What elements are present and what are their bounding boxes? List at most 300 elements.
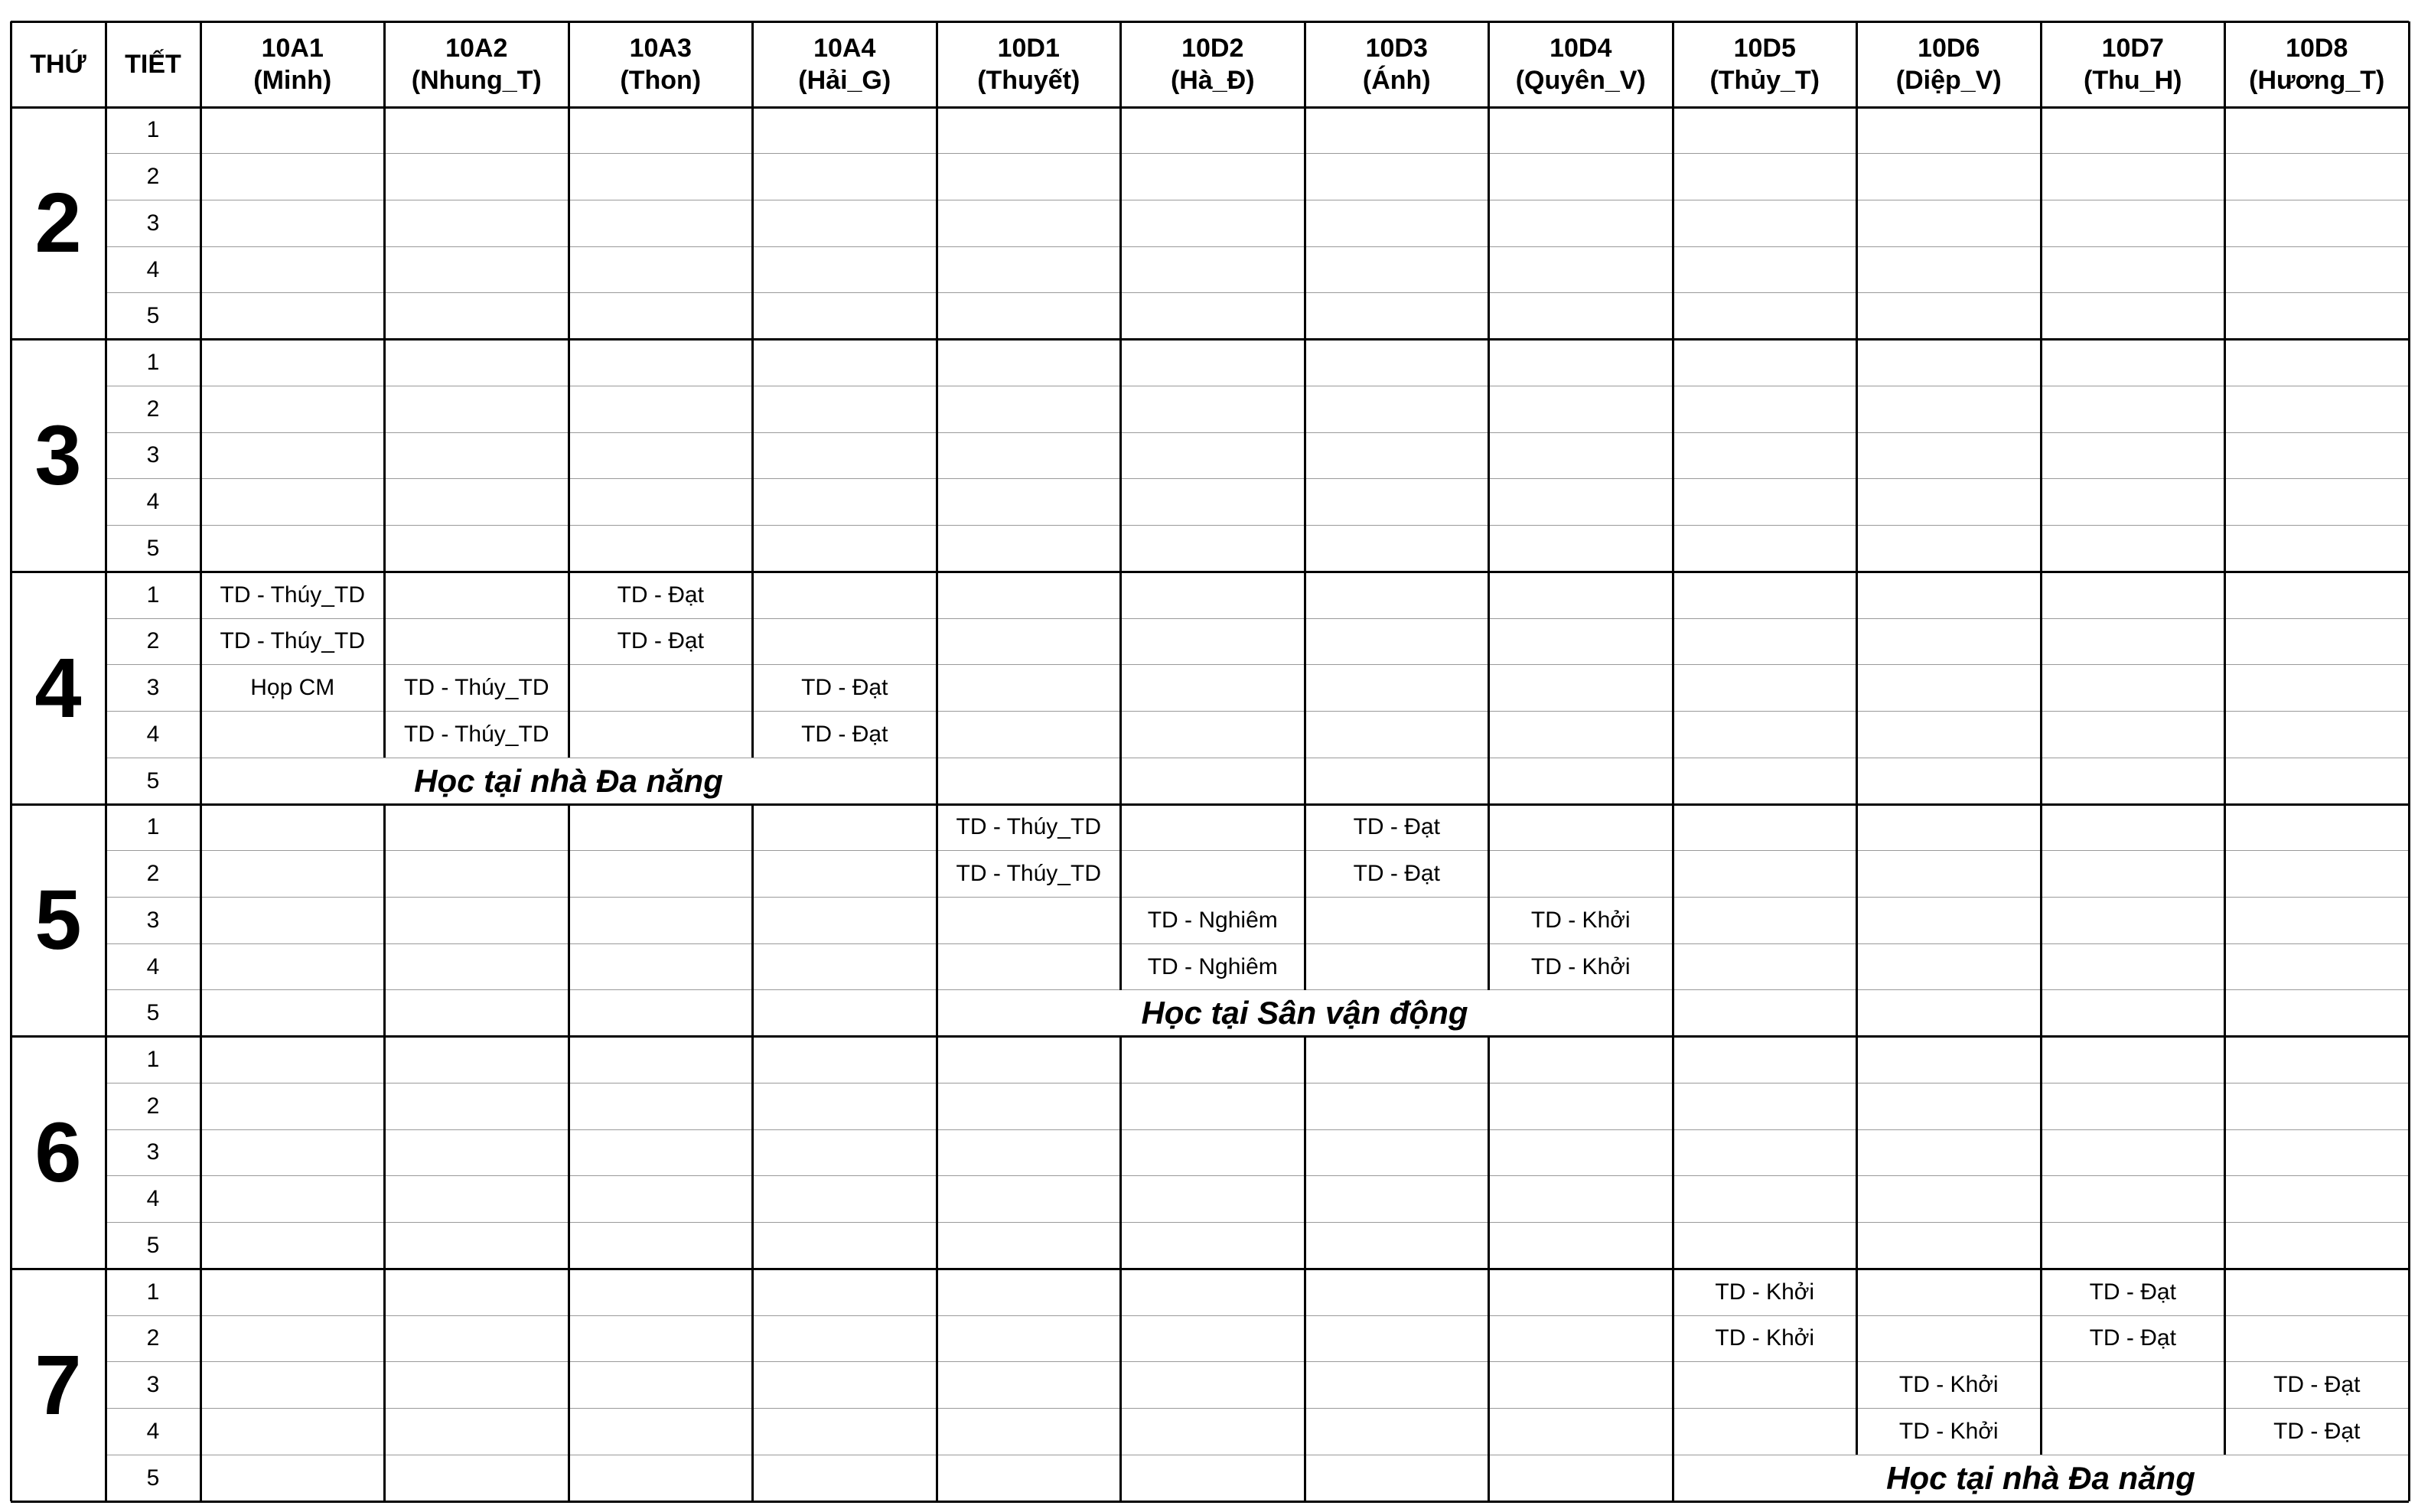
grid-line-vertical [2224,943,2226,990]
lesson-cell[interactable]: TD - Đạt [2089,1325,2176,1351]
grid-line-vertical [2040,851,2042,898]
period-number: 3 [146,675,160,701]
grid-line-vertical [751,479,754,526]
grid-line-vertical [2040,1223,2042,1269]
grid-line-vertical [1304,1409,1306,1455]
grid-line-vertical [1304,897,1306,943]
grid-line-vertical [1856,293,1858,340]
grid-line-vertical [936,804,938,851]
grid-line-vertical [1672,1455,1674,1501]
grid-line-vertical [2040,943,2042,990]
grid-line-vertical [568,526,570,572]
lesson-cell[interactable]: TD - Nghiêm [1147,907,1278,933]
period-number: 2 [146,396,160,422]
grid-line-vertical [1488,479,1490,526]
grid-line-vertical [1856,618,1858,665]
grid-line-vertical [1672,154,1674,200]
grid-line-vertical [1119,851,1122,898]
grid-line-vertical [2040,107,2042,154]
lesson-cell[interactable]: TD - Khởi [1715,1325,1815,1351]
grid-line-vertical [2224,432,2226,479]
grid-line-vertical [568,804,570,851]
grid-line-vertical [751,246,754,293]
lesson-cell[interactable]: TD - Đạt [617,582,704,608]
grid-line-vertical [1488,897,1490,943]
grid-line-vertical [751,21,754,107]
grid-line-vertical [1856,1223,1858,1269]
grid-line-vertical [1856,943,1858,990]
grid-line-vertical [1672,1083,1674,1129]
grid-line-vertical [936,1176,938,1223]
grid-line-vertical [568,1269,570,1315]
grid-line-minor [106,1129,2409,1130]
period-number: 5 [146,1000,160,1026]
grid-line-vertical [1119,200,1122,246]
day-number: 2 [34,176,82,271]
period-number: 2 [146,164,160,190]
grid-line-vertical [936,154,938,200]
period-number: 1 [146,350,160,376]
grid-line-vertical [936,432,938,479]
grid-line-vertical [1304,200,1306,246]
grid-line-vertical [1488,293,1490,340]
grid-line-vertical [1672,572,1674,618]
grid-line-vertical [2040,526,2042,572]
grid-line-vertical [1119,1083,1122,1129]
grid-line-major [11,803,2409,806]
lesson-cell[interactable]: TD - Khởi [1530,907,1631,933]
grid-line-vertical [936,851,938,898]
grid-line-vertical [1304,340,1306,386]
class-header-10d6 [1857,21,2042,107]
class-code: 10D1 [997,34,1060,63]
grid-line-vertical [1119,107,1122,154]
class-code: 10D2 [1181,34,1244,63]
grid-line-vertical [383,293,386,340]
period-number: 1 [146,582,160,608]
grid-line-vertical [751,665,754,712]
grid-line-vertical [2224,1362,2226,1409]
class-teacher: (Thu_H) [2084,66,2182,95]
lesson-cell[interactable]: TD - Đạt [1353,814,1440,840]
grid-line-vertical [1119,432,1122,479]
grid-line-vertical [1119,712,1122,758]
grid-line-vertical [1856,107,1858,154]
grid-line-vertical [1488,340,1490,386]
grid-line-vertical [1672,712,1674,758]
grid-line-vertical [383,154,386,200]
grid-line-vertical [1119,897,1122,943]
grid-line-vertical [2224,572,2226,618]
grid-line-vertical [2224,758,2226,804]
period-number: 1 [146,1047,160,1073]
grid-line-vertical [1488,432,1490,479]
grid-line-vertical [1856,1362,1858,1409]
grid-line-vertical [1119,479,1122,526]
grid-line-vertical [1119,1129,1122,1176]
grid-line-vertical [751,897,754,943]
grid-line-vertical [1672,1223,1674,1269]
grid-line-vertical [751,1223,754,1269]
lesson-cell[interactable]: TD - Khởi [1530,953,1631,979]
grid-line-vertical [1672,479,1674,526]
grid-line-vertical [936,293,938,340]
grid-line-vertical [2224,246,2226,293]
grid-line-vertical [2040,1269,2042,1315]
grid-line-vertical [1304,1176,1306,1223]
grid-line-vertical [751,1269,754,1315]
grid-line-vertical [1304,1315,1306,1362]
grid-line-vertical [1119,804,1122,851]
class-header-10d8 [2225,21,2410,107]
period-number: 5 [146,303,160,329]
grid-line-vertical [751,1409,754,1455]
grid-line-vertical [936,340,938,386]
grid-line-vertical [2224,479,2226,526]
venue-note: Học tại nhà Đa năng [1886,1459,2195,1496]
grid-line-vertical [1119,1176,1122,1223]
grid-line-vertical [1488,665,1490,712]
grid-line-vertical [2224,897,2226,943]
grid-line-vertical [1119,1223,1122,1269]
grid-line-vertical [2224,1176,2226,1223]
grid-line-vertical [1488,1037,1490,1083]
lesson-cell[interactable]: TD - Đạt [2273,1372,2361,1398]
grid-line-vertical [2040,1176,2042,1223]
class-code: 10D5 [1733,34,1796,63]
grid-line-vertical [1304,1362,1306,1409]
grid-line-vertical [1672,21,1674,107]
period-number: 4 [146,1186,160,1212]
grid-line-vertical [751,386,754,432]
grid-line-vertical [383,107,386,154]
grid-line-vertical [751,1083,754,1129]
grid-line-vertical [1856,665,1858,712]
grid-line-vertical [2224,804,2226,851]
header-period-label: TIẾT [125,50,181,79]
grid-line-vertical [1856,804,1858,851]
grid-line-vertical [1856,897,1858,943]
grid-line-vertical [383,665,386,712]
lesson-cell[interactable]: TD - Khởi [1715,1279,1815,1305]
grid-line-minor [106,1175,2409,1176]
class-teacher: (Hải_G) [798,66,891,95]
grid-line-vertical [383,1362,386,1409]
grid-line-vertical [936,1362,938,1409]
grid-line-vertical [2224,293,2226,340]
grid-line-vertical [1119,665,1122,712]
grid-line-vertical [1304,479,1306,526]
lesson-cell[interactable]: TD - Đạt [1353,861,1440,887]
grid-line-vertical [1856,154,1858,200]
grid-line-vertical [751,618,754,665]
class-code: 10D7 [2101,34,2164,63]
lesson-cell[interactable]: TD - Khởi [1898,1372,1999,1398]
lesson-cell[interactable]: TD - Thúy_TD [404,675,549,701]
class-teacher: (Minh) [253,66,332,95]
lesson-cell[interactable]: TD - Thúy_TD [220,582,365,608]
grid-line-vertical [568,154,570,200]
grid-line-vertical [1488,1176,1490,1223]
grid-line-vertical [1856,386,1858,432]
grid-line-major [11,106,2409,109]
grid-line-vertical [2224,1269,2226,1315]
lesson-cell[interactable]: TD - Thúy_TD [404,721,549,747]
grid-line-vertical [1119,758,1122,804]
grid-line-vertical [10,21,12,1501]
grid-line-vertical [1488,712,1490,758]
grid-line-vertical [568,107,570,154]
grid-line-vertical [1488,21,1490,107]
grid-line-vertical [1304,572,1306,618]
grid-line-vertical [1119,1037,1122,1083]
day-number: 4 [34,640,82,735]
lesson-cell[interactable]: TD - Thúy_TD [220,628,365,654]
class-teacher: (Quyên_V) [1515,66,1646,95]
lesson-cell[interactable]: Họp CM [250,675,335,701]
grid-line-minor [106,153,2409,154]
class-header-10a4 [753,21,937,107]
grid-line-vertical [1119,1315,1122,1362]
grid-line-vertical [1856,1037,1858,1083]
grid-line-vertical [751,1129,754,1176]
period-number: 4 [146,953,160,979]
grid-line-vertical [1488,200,1490,246]
grid-line-vertical [1672,897,1674,943]
grid-line-vertical [2040,293,2042,340]
grid-line-vertical [1119,1269,1122,1315]
grid-line-minor [106,432,2409,433]
grid-line-vertical [2224,712,2226,758]
grid-line-vertical [1304,386,1306,432]
grid-line-vertical [751,154,754,200]
grid-line-vertical [1304,712,1306,758]
grid-line-vertical [383,990,386,1037]
grid-line-vertical [1856,851,1858,898]
grid-line-vertical [2040,618,2042,665]
grid-line-vertical [1856,1269,1858,1315]
grid-line-major [11,1035,2409,1038]
grid-line-vertical [568,479,570,526]
class-header-10d2 [1121,21,1305,107]
grid-line-vertical [751,712,754,758]
grid-line-vertical [936,21,938,107]
grid-line-vertical [383,712,386,758]
grid-line-vertical [2040,804,2042,851]
grid-line-vertical [1304,1223,1306,1269]
class-teacher: (Thủy_T) [1709,66,1820,95]
grid-line-vertical [1672,526,1674,572]
lesson-cell[interactable]: TD - Đạt [801,721,888,747]
class-header-10d7 [2041,21,2225,107]
grid-line-minor [106,1361,2409,1362]
grid-line-vertical [1304,107,1306,154]
grid-line-vertical [936,1223,938,1269]
grid-line-vertical [1488,246,1490,293]
grid-line-vertical [751,1362,754,1409]
grid-line-vertical [936,897,938,943]
grid-line-vertical [200,21,202,1501]
grid-line-vertical [1304,851,1306,898]
grid-line-vertical [1304,21,1306,107]
class-code: 10D3 [1365,34,1428,63]
grid-line-vertical [568,340,570,386]
grid-line-vertical [1488,154,1490,200]
grid-line-vertical [1856,712,1858,758]
grid-line-vertical [1856,1129,1858,1176]
grid-line-vertical [568,665,570,712]
grid-line-vertical [1304,758,1306,804]
lesson-cell[interactable]: TD - Đạt [2273,1418,2361,1444]
grid-line-vertical [2224,1409,2226,1455]
grid-line-vertical [2040,665,2042,712]
period-number: 4 [146,721,160,747]
grid-line-vertical [1672,246,1674,293]
grid-line-vertical [1672,107,1674,154]
grid-line-vertical [568,712,570,758]
grid-line-vertical [1119,572,1122,618]
lesson-cell[interactable]: TD - Thúy_TD [956,814,1101,840]
grid-line-vertical [1672,943,1674,990]
grid-line-vertical [568,432,570,479]
lesson-cell[interactable]: TD - Đạt [617,628,704,654]
grid-line-vertical [751,851,754,898]
grid-line-vertical [1119,1362,1122,1409]
grid-line-vertical [936,1083,938,1129]
grid-line-vertical [751,1176,754,1223]
lesson-cell[interactable]: TD - Khởi [1898,1418,1999,1444]
grid-line-vertical [383,479,386,526]
lesson-cell[interactable]: TD - Thúy_TD [956,861,1101,887]
grid-line-vertical [936,618,938,665]
grid-line-vertical [1856,758,1858,804]
lesson-cell[interactable]: TD - Đạt [801,675,888,701]
grid-line-vertical [2040,897,2042,943]
grid-line-vertical [383,572,386,618]
grid-line-vertical [568,1362,570,1409]
class-header-10d4 [1489,21,1673,107]
grid-line-vertical [2040,479,2042,526]
lesson-cell[interactable]: TD - Đạt [2089,1279,2176,1305]
grid-line-vertical [1119,943,1122,990]
grid-line-vertical [1488,1129,1490,1176]
grid-line-vertical [2040,990,2042,1037]
period-number: 2 [146,628,160,654]
grid-line-vertical [751,990,754,1037]
grid-line-vertical [1856,21,1858,107]
grid-line-vertical [936,665,938,712]
grid-line-vertical [1304,293,1306,340]
grid-line-minor [106,943,2409,944]
grid-line-vertical [383,1409,386,1455]
grid-line-vertical [1488,107,1490,154]
grid-line-vertical [1672,851,1674,898]
class-teacher: (Diệp_V) [1895,66,2002,95]
grid-line-minor [106,246,2409,247]
venue-note: Học tại Sân vận động [1141,995,1468,1031]
grid-line-vertical [568,1129,570,1176]
grid-line-vertical [383,200,386,246]
grid-line-vertical [1672,758,1674,804]
class-code: 10A2 [445,34,508,63]
period-number: 2 [146,1093,160,1119]
grid-line-vertical [2224,386,2226,432]
grid-line-vertical [1119,293,1122,340]
grid-line-vertical [2224,851,2226,898]
period-number: 3 [146,1139,160,1165]
period-number: 1 [146,1279,160,1305]
grid-line-minor [106,989,2409,990]
grid-line-vertical [383,804,386,851]
grid-line-vertical [2408,21,2410,1501]
grid-line-minor [106,711,2409,712]
grid-line-vertical [2040,1362,2042,1409]
class-teacher: (Ánh) [1362,66,1431,95]
grid-line-major [11,571,2409,573]
grid-line-vertical [1672,618,1674,665]
period-number: 4 [146,256,160,282]
period-number: 1 [146,814,160,840]
grid-line-vertical [568,897,570,943]
grid-line-vertical [2040,1129,2042,1176]
grid-line-vertical [1488,526,1490,572]
grid-line-vertical [936,1409,938,1455]
grid-line-vertical [1488,1409,1490,1455]
class-code: 10D4 [1550,34,1612,63]
grid-line-vertical [383,1315,386,1362]
grid-line-vertical [1672,1269,1674,1315]
grid-line-vertical [751,1455,754,1501]
grid-line-vertical [383,1455,386,1501]
grid-line-vertical [568,1083,570,1129]
grid-line-vertical [568,1223,570,1269]
grid-line-vertical [568,21,570,107]
class-header-10d1 [937,21,1121,107]
grid-line-vertical [568,1315,570,1362]
grid-line-vertical [1488,1362,1490,1409]
grid-line-vertical [2224,154,2226,200]
grid-line-vertical [2224,990,2226,1037]
grid-line-vertical [1119,618,1122,665]
grid-line-vertical [1119,526,1122,572]
grid-line-vertical [568,246,570,293]
grid-line-vertical [1856,246,1858,293]
grid-line-vertical [568,1409,570,1455]
grid-line-vertical [1672,1129,1674,1176]
period-number: 2 [146,1325,160,1351]
period-number: 3 [146,442,160,468]
grid-line-vertical [751,1315,754,1362]
grid-line-vertical [2224,340,2226,386]
class-code: 10D6 [1918,34,1980,63]
grid-line-vertical [2040,200,2042,246]
grid-line-vertical [1304,1269,1306,1315]
grid-line-vertical [383,1176,386,1223]
grid-line-vertical [2224,1223,2226,1269]
grid-line-vertical [1672,990,1674,1037]
class-teacher: (Hương_T) [2249,66,2385,95]
grid-line-minor [106,618,2409,619]
grid-line-vertical [1856,990,1858,1037]
grid-line-minor [106,292,2409,293]
grid-line-vertical [1672,293,1674,340]
grid-line-vertical [1304,154,1306,200]
grid-line-minor [106,1408,2409,1409]
grid-line-vertical [1856,1409,1858,1455]
lesson-cell[interactable]: TD - Nghiêm [1147,953,1278,979]
class-header-10d5 [1673,21,1857,107]
class-code: 10A4 [813,34,876,63]
